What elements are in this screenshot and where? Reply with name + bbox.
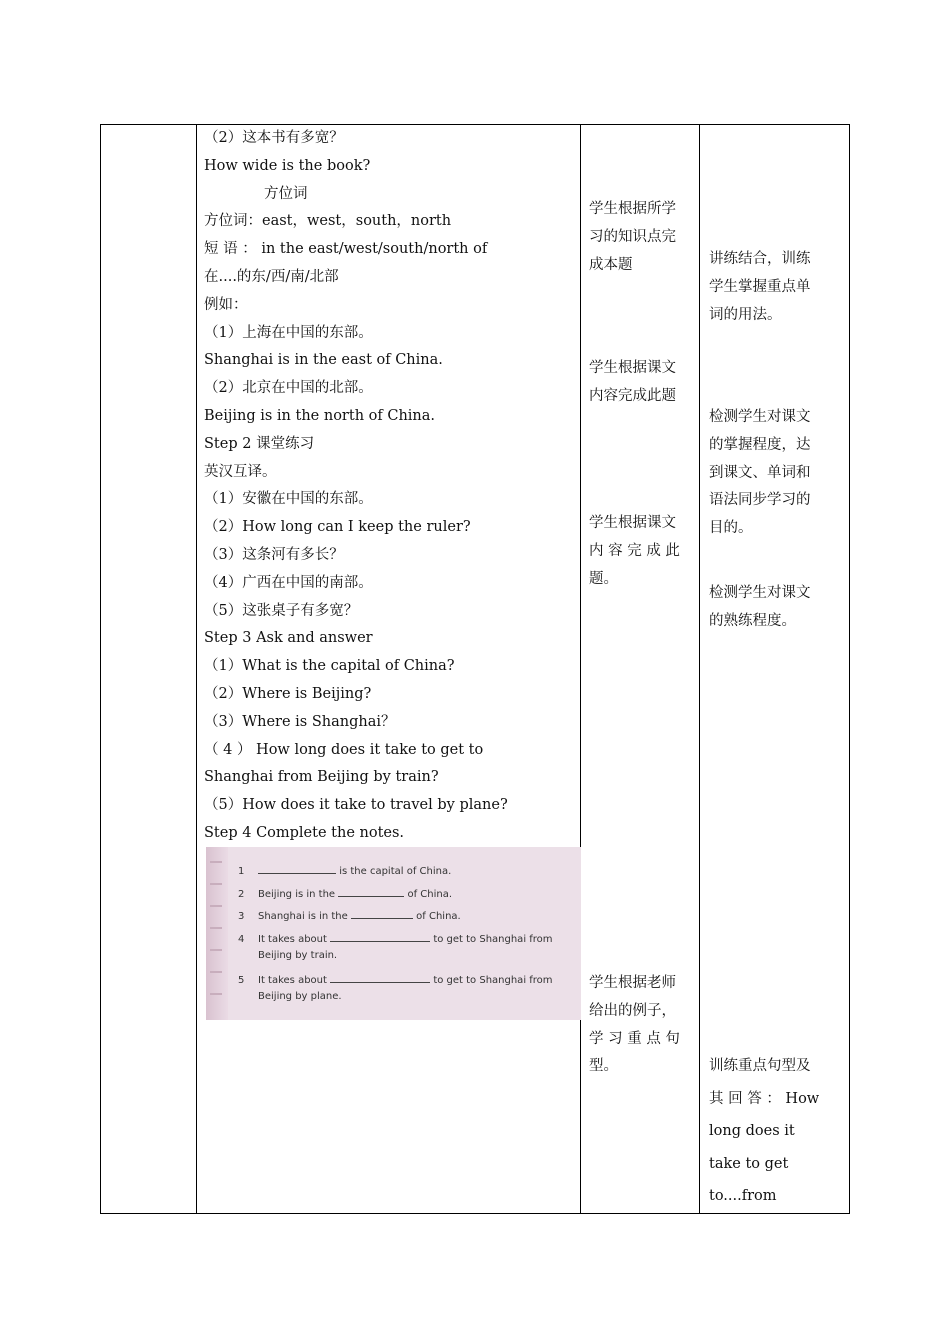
teaching-content-cell — [204, 125, 576, 848]
exercise-item: 4 It takes about to get to Shanghai from — [238, 934, 553, 945]
purpose-note: 检测学生对课文 的熟练程度。 — [709, 585, 811, 629]
exercise-item: 1 is the capital of China. — [238, 866, 452, 877]
student-note: 学生根据课文 内 容 完 成 此 题。 — [589, 515, 680, 587]
content-line: （5）这张桌子有多宽？ — [204, 602, 359, 619]
content-line: 例如： — [204, 296, 248, 313]
column-divider — [699, 125, 700, 1213]
content-line: （3）这条河有多长？ — [204, 546, 344, 563]
exercise-image — [206, 847, 581, 1020]
content-line: Shanghai from Beijing by train? — [204, 769, 439, 786]
content-line: How wide is the book? — [204, 157, 371, 174]
content-line: （1）安徽在中国的东部。 — [204, 491, 373, 508]
lesson-table — [100, 124, 850, 1214]
student-note: 学生根据老师 给出的例子， 学 习 重 点 句 型。 — [589, 975, 680, 1075]
purpose-note: 训练重点句型及 其 回 答 ： How long does it take to get to....from — [709, 1058, 820, 1204]
content-line: （ 4 ） How long does it take to get to — [204, 741, 484, 758]
content-line: （5）How does it take to travel by plane? — [204, 797, 508, 814]
image-edge-strip — [206, 847, 228, 1020]
answer-blank — [258, 864, 336, 874]
student-note: 学生根据课文 内容完成此题 — [589, 360, 676, 404]
exercise-item: 5 It takes about to get to Shanghai from — [238, 975, 553, 986]
exercise-item: 2 Beijing is in the of China. — [238, 889, 453, 900]
exercise-item-continuation: Beijing by plane. — [258, 991, 342, 1002]
step-heading: Step 2 课堂练习 — [204, 435, 315, 452]
exercise-item: 3 Shanghai is in the of China. — [238, 911, 461, 922]
purpose-note: 讲练结合，训练 学生掌握重点单 词的用法。 — [709, 251, 811, 323]
exercise-item-continuation: Beijing by train. — [258, 950, 338, 961]
step-heading: Step 3 Ask and answer — [204, 630, 373, 647]
content-line: （4）广西在中国的南部。 — [204, 574, 373, 591]
content-line: （1）What is the capital of China? — [204, 658, 455, 675]
content-line: （2）How long can I keep the ruler? — [204, 519, 471, 536]
section-heading: 方位词 — [264, 185, 308, 202]
content-line: 方位词：east，west，south，north — [204, 213, 452, 230]
answer-blank — [351, 909, 413, 919]
content-line: 短 语 ： in the east/west/south/north of — [204, 241, 488, 258]
content-line: （3）Where is Shanghai？ — [204, 713, 396, 730]
answer-blank — [330, 973, 430, 983]
answer-blank — [338, 887, 404, 897]
student-note: 学生根据所学 习的知识点完 成本题 — [589, 201, 676, 273]
column-divider — [196, 125, 197, 1213]
content-line: （2）北京在中国的北部。 — [204, 380, 373, 397]
content-line: （2）Where is Beijing? — [204, 685, 372, 702]
answer-blank — [330, 932, 430, 942]
content-line: Beijing is in the north of China. — [204, 407, 436, 424]
content-line: 英汉互译。 — [204, 463, 277, 480]
content-line: （2）这本书有多宽？ — [204, 130, 344, 146]
content-line: Shanghai is in the east of China. — [204, 352, 443, 369]
step-heading: Step 4 Complete the notes. — [204, 824, 405, 841]
column-divider — [580, 125, 581, 1213]
purpose-note: 检测学生对课文 的掌握程度，达 到课文、单词和 语法同步学习的 目的。 — [709, 409, 811, 537]
content-line: 在....的东/西/南/北部 — [204, 268, 339, 285]
content-line: （1）上海在中国的东部。 — [204, 324, 373, 341]
